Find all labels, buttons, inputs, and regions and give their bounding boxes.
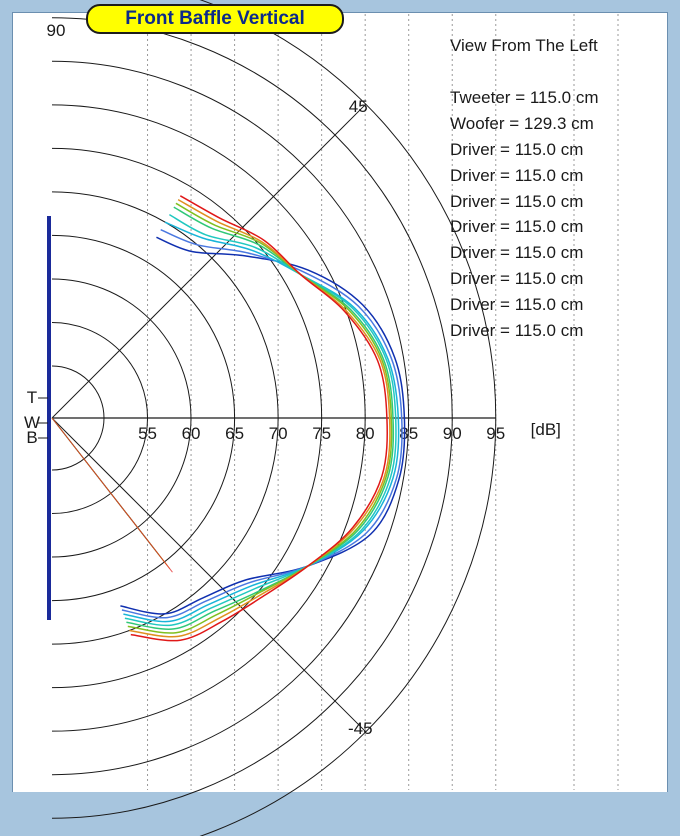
tick-label: 65 [225, 424, 245, 443]
driver-line: Driver = 115.0 cm [450, 165, 584, 185]
radial-tick-labels [138, 420, 561, 443]
baffle [24, 216, 49, 620]
driver-line: Driver = 115.0 cm [450, 321, 584, 341]
tick-label: 90 [442, 424, 462, 443]
spoke [52, 418, 366, 732]
angle-label-45: 45 [348, 96, 368, 116]
view-label: View From The Left [450, 36, 598, 55]
chart-title: Front Baffle Vertical [86, 4, 344, 34]
tick-label: 60 [181, 424, 201, 443]
driver-line: Woofer = 129.3 cm [450, 113, 594, 133]
radial-unit-label: [dB] [530, 420, 561, 439]
driver-line: Tweeter = 115.0 cm [450, 87, 599, 107]
legend-text [450, 33, 599, 344]
angle-label-neg45: -45 [347, 719, 373, 739]
driver-line: Driver = 115.0 cm [450, 217, 584, 237]
angle-label-90: 90 [46, 21, 66, 40]
driver-line: Driver = 115.0 cm [450, 243, 584, 263]
baffle-marker: W [23, 413, 41, 432]
baffle-marker: T [26, 388, 38, 407]
tick-label: 55 [138, 424, 157, 443]
tick-label: 85 [399, 424, 419, 443]
baffle-marker: B [26, 428, 38, 447]
driver-line: Driver = 115.0 cm [450, 139, 584, 159]
driver-line: Driver = 115.0 cm [450, 295, 584, 315]
driver-line: Driver = 115.0 cm [450, 269, 584, 289]
driver-line: Driver = 115.0 cm [450, 191, 584, 211]
angle-labels [47, 21, 373, 738]
tick-label: 75 [312, 424, 332, 443]
tick-label: 70 [268, 424, 288, 443]
tick-label: 95 [486, 424, 506, 443]
tick-label: 80 [355, 424, 375, 443]
spoke [52, 104, 366, 418]
